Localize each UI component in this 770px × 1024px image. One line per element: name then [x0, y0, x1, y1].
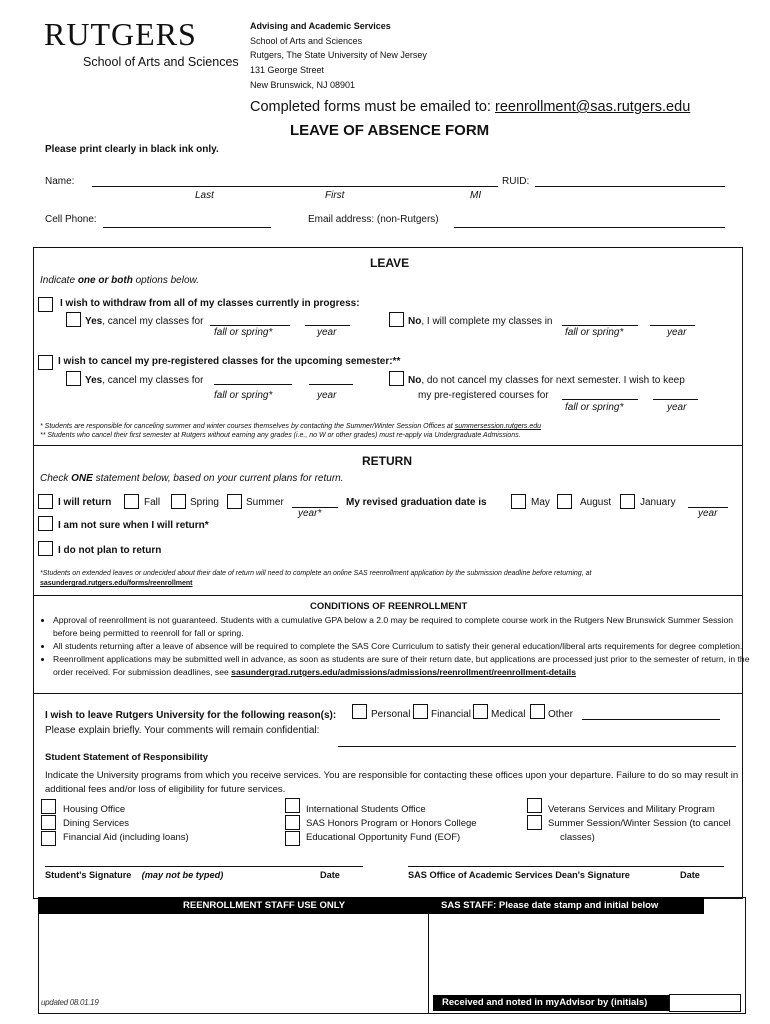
- cancel-prereg-yes-term-hint: fall or spring*: [214, 390, 273, 401]
- leave-heading: LEAVE: [370, 256, 410, 270]
- will-return-label: I will return: [58, 497, 112, 508]
- reason-other-field[interactable]: [582, 719, 720, 720]
- withdraw-yes-label: Yes, cancel my classes for: [85, 316, 204, 327]
- return-spring-checkbox[interactable]: [171, 494, 186, 509]
- reason-medical-checkbox[interactable]: [473, 704, 488, 719]
- eof-checkbox[interactable]: [285, 831, 300, 846]
- withdraw-yes-year-field[interactable]: [305, 325, 350, 326]
- return-summer-checkbox[interactable]: [227, 494, 242, 509]
- return-footnote: *Students on extended leaves or undecided about their date of return will need to complete an online SAS reenrollment application by the submission deadline before returning, at: [40, 570, 592, 577]
- return-conditions-divider: [33, 595, 743, 596]
- summer-winter-label: Summer Session/Winter Session (to cancel: [548, 818, 731, 829]
- conditions-list: [35, 614, 755, 679]
- leave-return-divider: [33, 445, 743, 446]
- student-signature-field[interactable]: [45, 866, 363, 867]
- leave-instruction: Indicate one or both options below.: [40, 275, 199, 286]
- cancel-prereg-yes-label: Yes, cancel my classes for: [85, 375, 204, 386]
- keep-prereg-year-hint: year: [667, 402, 687, 413]
- name-label: Name:: [45, 176, 75, 187]
- cancel-prereg-yes-year-field[interactable]: [309, 384, 353, 385]
- explain-label: Please explain briefly. Your comments will remain confidential:: [45, 725, 320, 736]
- print-note: Please print clearly in black ink only.: [45, 144, 219, 155]
- middle-initial-hint: MI: [470, 190, 482, 201]
- explain-field[interactable]: [338, 746, 736, 747]
- reason-personal-checkbox[interactable]: [352, 704, 367, 719]
- withdraw-yes-term-hint: fall or spring*: [214, 327, 273, 338]
- reason-financial-checkbox[interactable]: [413, 704, 428, 719]
- email-instruction: Completed forms must be emailed to: reenrollment@sas.rutgers.edu: [250, 99, 691, 115]
- condition-item: • Reenrollment applications may be submitted well in advance, as soon as students are sure of their return date, but applications are processed just prior to the semester of return, in the order received. For submission deadlines, see sasundergrad.rutgers.edu/admissions/admissions/reenrollment/reenrollment-details: [53, 653, 755, 679]
- dining-checkbox[interactable]: [41, 815, 56, 830]
- email-label: Email address: (non-Rutgers): [308, 214, 439, 225]
- summer-winter-checkbox[interactable]: [527, 815, 542, 830]
- international-checkbox[interactable]: [285, 798, 300, 813]
- housing-label: Housing Office: [63, 804, 126, 815]
- grad-january-checkbox[interactable]: [620, 494, 635, 509]
- leave-footnote-1: * Students are responsible for canceling summer and winter courses themselves by contacting the Summer/Winter Session Offices at summersession.rutgers.edu: [40, 423, 542, 430]
- withdraw-no-term-hint: fall or spring*: [565, 327, 624, 338]
- keep-prereg-term-hint: fall or spring*: [565, 402, 624, 413]
- grad-august-checkbox[interactable]: [557, 494, 572, 509]
- withdraw-no-checkbox[interactable]: [389, 312, 404, 327]
- financial-aid-label: Financial Aid (including loans): [63, 832, 189, 843]
- grad-august-label: August: [580, 497, 612, 508]
- responsibility-heading: Student Statement of Responsibility: [45, 752, 209, 763]
- honors-checkbox[interactable]: [285, 815, 300, 830]
- keep-prereg-term-field[interactable]: [562, 399, 638, 400]
- reason-other-label: Other: [548, 709, 574, 720]
- first-name-hint: First: [325, 190, 345, 201]
- return-heading: RETURN: [362, 454, 412, 468]
- received-noted-label: Received and noted in myAdvisor by (initials): [433, 995, 669, 1011]
- condition-item: • All students returning after a leave of absence will be required to complete the SAS Core Curriculum to satisfy their general education/liberal arts requirements for degree completion.: [53, 640, 755, 653]
- grad-year-hint: year: [698, 508, 718, 519]
- dean-date-label: Date: [680, 870, 700, 880]
- name-field[interactable]: [92, 186, 498, 187]
- reasons-label: I wish to leave Rutgers University for the following reason(s):: [45, 710, 337, 721]
- condition-item: • Approval of reenrollment is not guaranteed. Students with a cumulative GPA below a 2.0 may be required to complete course work in the Rutgers New Brunswick Summer Session before being permitted to reenroll for fall or spring.: [53, 614, 755, 640]
- keep-prereg-label: my pre-registered courses for: [418, 390, 549, 401]
- updated-date: updated 08.01.19: [41, 998, 99, 1007]
- cancel-prereg-no-label: No, do not cancel my classes for next semester. I wish to keep: [408, 375, 685, 386]
- dean-signature-label: SAS Office of Academic Services Dean's Signature: [408, 870, 630, 880]
- last-name-hint: Last: [195, 190, 214, 201]
- reason-financial-label: Financial: [431, 709, 472, 720]
- return-spring-label: Spring: [190, 497, 219, 508]
- address-line-4: New Brunswick, NJ 08901: [250, 80, 356, 90]
- veterans-label: Veterans Services and Military Program: [548, 804, 715, 815]
- address-line-1: School of Arts and Sciences: [250, 36, 363, 46]
- will-return-checkbox[interactable]: [38, 494, 53, 509]
- international-label: International Students Office: [306, 804, 426, 815]
- ruid-label: RUID:: [502, 176, 530, 187]
- return-summer-label: Summer: [246, 497, 284, 508]
- grad-january-label: January: [640, 497, 676, 508]
- reason-other-checkbox[interactable]: [530, 704, 545, 719]
- cancel-prereg-checkbox[interactable]: [38, 355, 53, 370]
- withdraw-no-label: No, I will complete my classes in: [408, 316, 553, 327]
- withdraw-label: I wish to withdraw from all of my classes currently in progress:: [60, 298, 360, 309]
- cell-phone-label: Cell Phone:: [45, 214, 97, 225]
- reason-personal-label: Personal: [371, 709, 411, 720]
- grad-may-checkbox[interactable]: [511, 494, 526, 509]
- logo-subtitle: School of Arts and Sciences: [83, 55, 239, 69]
- ruid-field[interactable]: [535, 186, 725, 187]
- housing-checkbox[interactable]: [41, 799, 56, 814]
- reenrollment-staff-header: REENROLLMENT STAFF USE ONLY: [38, 897, 429, 914]
- staff-use-divider: [428, 897, 429, 1014]
- veterans-checkbox[interactable]: [527, 798, 542, 813]
- office-name: Advising and Academic Services: [250, 21, 391, 31]
- return-year-hint: year*: [298, 508, 322, 519]
- not-return-checkbox[interactable]: [38, 541, 53, 556]
- return-fall-label: Fall: [144, 497, 161, 508]
- summer-session-link[interactable]: summersession.rutgers.edu: [454, 423, 542, 430]
- reason-medical-label: Medical: [491, 709, 526, 720]
- withdraw-yes-year-hint: year: [317, 327, 337, 338]
- address-line-2: Rutgers, The State University of New Jersey: [250, 50, 427, 60]
- student-signature-label: Student's Signature (may not be typed): [45, 870, 224, 880]
- withdraw-no-year-field[interactable]: [650, 325, 695, 326]
- cancel-prereg-yes-checkbox[interactable]: [66, 371, 81, 386]
- leave-footnote-2: ** Students who cancel their first semester at Rutgers without earning any grades (i.e., no W or other grades) must re-apply via Undergraduate Admissions.: [40, 432, 521, 439]
- dining-label: Dining Services: [63, 818, 129, 829]
- conditions-divider: [33, 693, 743, 694]
- sas-staff-header: SAS STAFF: Please date stamp and initial below: [428, 897, 704, 914]
- cell-phone-field[interactable]: [103, 227, 271, 228]
- form-title: LEAVE OF ABSENCE FORM: [290, 122, 490, 139]
- not-return-label: I do not plan to return: [58, 545, 162, 556]
- not-sure-label: I am not sure when I will return*: [58, 520, 209, 531]
- graduation-date-label: My revised graduation date is: [346, 497, 487, 508]
- return-instruction: Check ONE statement below, based on your current plans for return.: [40, 473, 344, 484]
- keep-prereg-year-field[interactable]: [653, 399, 698, 400]
- honors-label: SAS Honors Program or Honors College: [306, 818, 477, 829]
- cancel-prereg-yes-term-field[interactable]: [214, 384, 292, 385]
- address-line-3: 131 George Street: [250, 65, 325, 75]
- email-field[interactable]: [454, 227, 725, 228]
- withdraw-no-year-hint: year: [667, 327, 687, 338]
- cancel-prereg-label: I wish to cancel my pre-registered classes for the upcoming semester:**: [58, 356, 401, 367]
- not-sure-checkbox[interactable]: [38, 516, 53, 531]
- student-date-label: Date: [320, 870, 340, 880]
- return-fall-checkbox[interactable]: [124, 494, 139, 509]
- withdraw-no-term-field[interactable]: [562, 325, 638, 326]
- submission-email-link[interactable]: reenrollment@sas.rutgers.edu: [495, 99, 691, 115]
- reenrollment-form-link[interactable]: sasundergrad.rutgers.edu/forms/reenrollment: [40, 580, 193, 587]
- rutgers-logo-text: RUTGERS: [44, 16, 197, 52]
- summer-winter-label-cont: classes): [560, 832, 595, 843]
- conditions-heading: CONDITIONS OF REENROLLMENT: [310, 601, 468, 612]
- financial-aid-checkbox[interactable]: [41, 831, 56, 846]
- grad-may-label: May: [531, 497, 550, 508]
- reenrollment-details-link[interactable]: sasundergrad.rutgers.edu/admissions/admissions/reenrollment/reenrollment-details: [231, 667, 576, 677]
- withdraw-yes-term-field[interactable]: [210, 325, 290, 326]
- cancel-prereg-no-checkbox[interactable]: [389, 371, 404, 386]
- responsibility-text: Indicate the University programs from which you receive services. You are responsible for contacting these offices upon your departure. Failure to do so may result in additional fees and/or loss of eligibility for future services.: [45, 770, 739, 795]
- withdraw-checkbox[interactable]: [38, 297, 53, 312]
- cancel-prereg-yes-year-hint: year: [317, 390, 337, 401]
- dean-signature-field[interactable]: [408, 866, 724, 867]
- withdraw-yes-checkbox[interactable]: [66, 312, 81, 327]
- eof-label: Educational Opportunity Fund (EOF): [306, 832, 461, 843]
- received-initials-field[interactable]: [669, 994, 741, 1012]
